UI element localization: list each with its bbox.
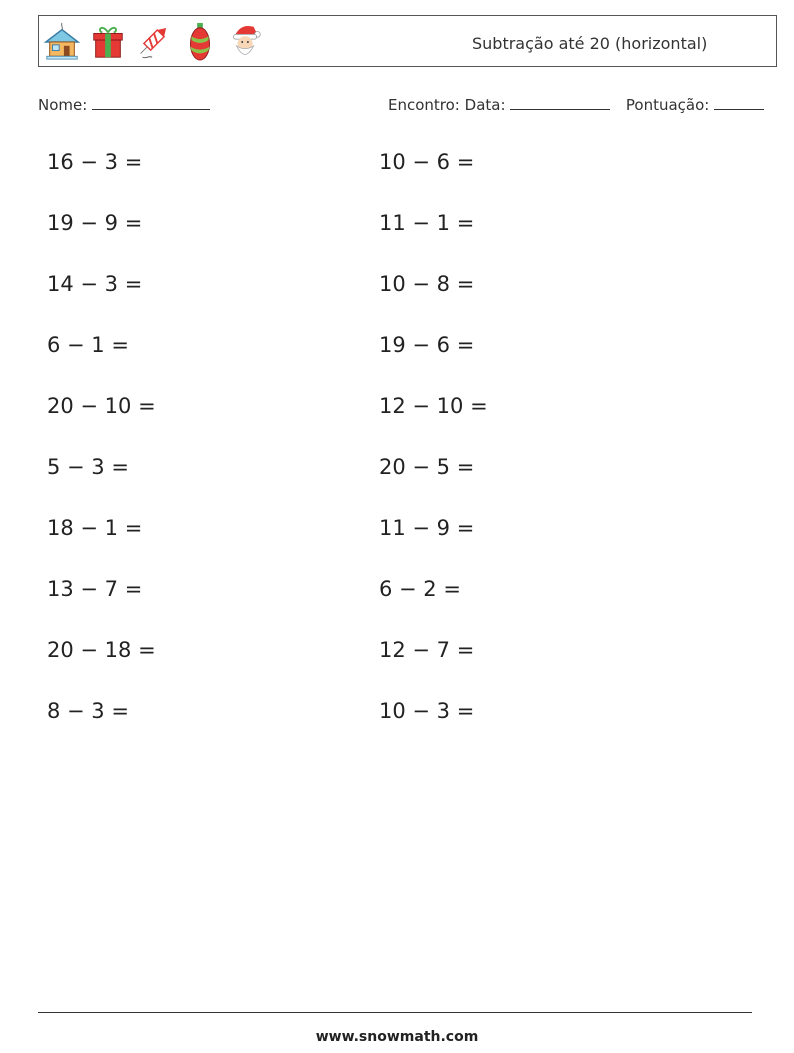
problem-left-1: 16 − 3 = — [47, 150, 143, 174]
problem-left-9: 20 − 18 = — [47, 638, 156, 662]
problem-left-4: 6 − 1 = — [47, 333, 129, 357]
footer-url[interactable]: www.snowmath.com — [315, 1029, 479, 1045]
problem-right-6: 20 − 5 = — [379, 455, 475, 479]
problem-right-9: 12 − 7 = — [379, 638, 475, 662]
problem-right-3: 10 − 8 = — [379, 272, 475, 296]
date-blank[interactable] — [510, 95, 610, 110]
problem-left-7: 18 − 1 = — [47, 516, 143, 540]
ornament-icon — [181, 21, 219, 63]
footer-divider — [38, 1012, 752, 1013]
name-label: Nome: — [38, 96, 88, 114]
problem-right-2: 11 − 1 = — [379, 211, 475, 235]
worksheet-title: Subtração até 20 (horizontal) — [472, 34, 708, 53]
encounter-label: Encontro: — [388, 96, 460, 114]
worksheet-header — [38, 15, 777, 67]
house-icon — [43, 21, 81, 63]
problem-left-10: 8 − 3 = — [47, 699, 129, 723]
problem-left-2: 19 − 9 = — [47, 211, 143, 235]
problem-right-4: 19 − 6 = — [379, 333, 475, 357]
problem-right-1: 10 − 6 = — [379, 150, 475, 174]
problem-right-5: 12 − 10 = — [379, 394, 488, 418]
problem-left-5: 20 − 10 = — [47, 394, 156, 418]
problem-left-3: 14 − 3 = — [47, 272, 143, 296]
problem-right-7: 11 − 9 = — [379, 516, 475, 540]
santa-icon — [227, 21, 265, 63]
date-label: Data: — [464, 96, 506, 114]
problem-right-8: 6 − 2 = — [379, 577, 461, 601]
gift-icon — [89, 21, 127, 63]
problem-right-10: 10 − 3 = — [379, 699, 475, 723]
problem-left-8: 13 − 7 = — [47, 577, 143, 601]
firework-rocket-icon — [135, 21, 173, 63]
score-label: Pontuação: — [625, 96, 710, 114]
score-blank[interactable] — [714, 95, 764, 110]
header-icons — [43, 20, 265, 64]
name-blank[interactable] — [92, 95, 210, 110]
encounter-date-score-fields — [388, 95, 764, 114]
problem-left-6: 5 − 3 = — [47, 455, 129, 479]
name-field[interactable] — [38, 95, 210, 114]
